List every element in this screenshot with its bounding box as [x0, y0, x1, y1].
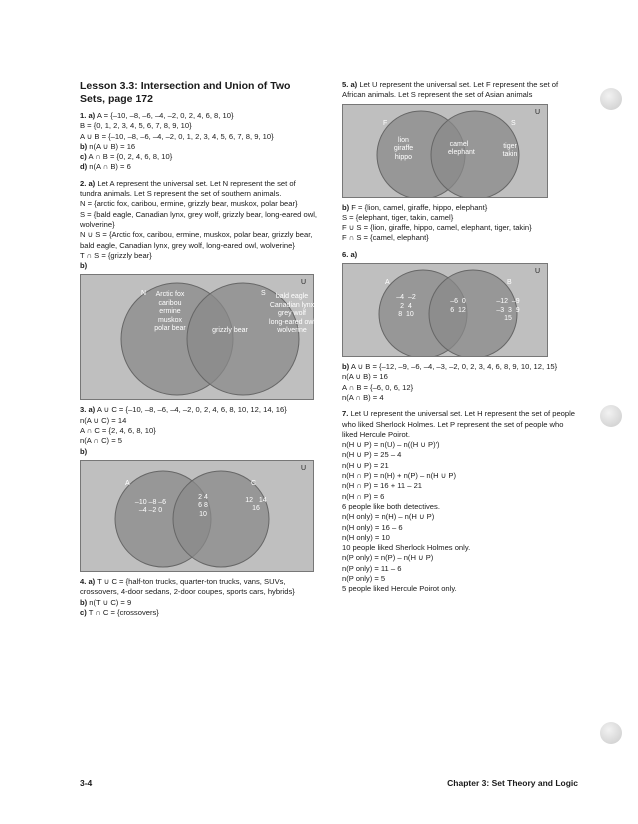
text-line: [342, 409, 577, 440]
item-label: 4. a): [80, 576, 96, 586]
text-line: [342, 383, 577, 393]
text-line: [342, 450, 577, 460]
right-column: [342, 80, 577, 595]
item-text: 10 people liked Sherlock Holmes only.: [342, 543, 471, 553]
text-line: [80, 416, 318, 426]
venn-left-only-region: –4 –2 2 4 8 10: [396, 294, 416, 319]
item-text: N = {arctic fox, caribou, ermine, grizzly bear, muskox, polar bear}: [80, 199, 298, 209]
binder-hole-bottom: [600, 722, 622, 744]
venn-diagram-v3: [80, 460, 314, 572]
item-label: b): [342, 202, 350, 212]
item-text: T ∪ C = {half-ton trucks, quarter-ton trucks, vans, SUVs, crossovers, 4-door sedans, 2-door coupes, sports cars, hybrids}: [80, 576, 295, 597]
venn-universal-label: U: [301, 464, 307, 472]
item-text: n(P only) = n(P) – n(H ∪ P): [342, 553, 434, 563]
text-line: [80, 111, 318, 121]
item-text: n(A ∩ B) = 6: [87, 162, 131, 172]
page-number: 3-4: [80, 778, 93, 788]
venn-right-set-label: S: [261, 290, 266, 298]
item-text: n(H only) = n(H) – n(H ∪ P): [342, 512, 435, 522]
text-line: [342, 564, 577, 574]
venn-left-set-label: A: [125, 479, 130, 487]
text-line: [80, 447, 318, 457]
text-line: [80, 577, 318, 598]
venn-left-set-label: A: [385, 279, 390, 287]
item-label: b): [80, 446, 88, 456]
text-line: [80, 598, 318, 608]
item-label: 7.: [342, 409, 349, 419]
text-line: [80, 199, 318, 209]
venn-intersection-region: grizzly bear: [212, 327, 248, 335]
item-label: 3. a): [80, 405, 96, 415]
text-line: [342, 372, 577, 382]
lesson-heading: Lesson 3.3: Intersection and Union of Two Sets, page 172: [80, 80, 291, 105]
text-line: [342, 574, 577, 584]
item-text: n(H ∪ P) = 25 – 4: [342, 450, 402, 460]
item-text: F ∪ S = {lion, giraffe, hippo, camel, elephant, tiger, takin}: [342, 223, 532, 233]
binder-hole-top: [600, 88, 622, 110]
text-line: [80, 261, 318, 271]
text-line: [80, 405, 318, 415]
text-line: [80, 132, 318, 142]
text-line: [342, 393, 577, 403]
text-line: [342, 543, 577, 553]
venn-right-only-region: bald eagle Canadian lynx grey wolf long-eared owl wolverine: [269, 293, 315, 335]
text-line: [80, 162, 318, 172]
venn-universal-label: U: [535, 108, 541, 116]
venn-left-set-label: F: [383, 119, 388, 127]
binder-hole-middle: [600, 405, 622, 427]
item-text: n(H ∪ P) = 21: [342, 460, 389, 470]
item-text: A ∩ B = {–6, 0, 6, 12}: [342, 382, 414, 392]
item-text: N ∪ S = {Arctic fox, caribou, ermine, muskox, polar bear, grizzly bear, bald eagle, Canadian lynx, grey wolf, long-eared owl, wolverine}: [80, 230, 313, 250]
item-label: b): [80, 261, 88, 271]
venn-right-set-label: C: [251, 479, 257, 487]
venn-universal-label: U: [535, 268, 541, 276]
venn-diagram-v6: [342, 263, 548, 357]
text-line: [80, 608, 318, 618]
item-label: b): [80, 141, 88, 151]
text-line: [342, 233, 577, 243]
text-line: [80, 179, 318, 200]
venn-left-set-label: N: [141, 290, 147, 298]
text-line: [342, 533, 577, 543]
text-line: [342, 80, 577, 101]
item-text: n(A ∪ B) = 16: [87, 141, 136, 151]
item-label: b): [80, 597, 88, 607]
venn-left-only-region: lion giraffe hippo: [393, 136, 414, 161]
item-text: B = {0, 1, 2, 3, 4, 5, 6, 7, 8, 9, 10}: [80, 121, 192, 131]
text-line: [342, 584, 577, 594]
item-text: 6 people like both detectives.: [342, 501, 440, 511]
text-line: [80, 152, 318, 162]
item-text: n(A ∩ B) = 4: [342, 392, 384, 402]
text-line: [342, 362, 577, 372]
text-line: [80, 251, 318, 261]
item-text: A = {–10, –8, –6, –4, –2, 0, 2, 4, 6, 8, 10}: [95, 111, 234, 120]
item-text: S = {elephant, tiger, takin, camel}: [342, 212, 454, 222]
item-text: 5 people liked Hercule Poirot only.: [342, 584, 457, 594]
item-text: n(A ∪ B) = 16: [342, 372, 388, 382]
item-text: A ∩ C = {2, 4, 6, 8, 10}: [80, 426, 156, 436]
item-text: n(H ∩ P) = n(H) + n(P) – n(H ∪ P): [342, 471, 456, 481]
item-label: 1. a): [80, 111, 96, 120]
item-text: A ∪ B = {–10, –8, –6, –4, –2, 0, 1, 2, 3, 4, 5, 6, 7, 8, 9, 10}: [80, 131, 274, 141]
item-label: 2. a): [80, 178, 96, 188]
text-line: [80, 230, 318, 251]
text-line: [342, 471, 577, 481]
text-line: [80, 436, 318, 446]
item-label: c): [80, 607, 87, 617]
item-text: n(H only) = 10: [342, 532, 390, 542]
venn-diagram-v5: [342, 104, 548, 198]
text-line: [80, 142, 318, 152]
venn-diagram-v2: [80, 274, 314, 400]
venn-right-only-region: –12 –9 –3 3 9 15: [496, 298, 520, 323]
item-label: 5. a): [342, 80, 358, 89]
item-text: Let U represent the universal set. Let F represent the set of African animals. Let S represent the set of Asian animals: [342, 80, 559, 100]
item-text: T ∩ C = {crossovers}: [86, 607, 159, 617]
text-line: [342, 213, 577, 223]
item-text: A ∩ B = {0, 2, 4, 6, 8, 10}: [86, 152, 173, 162]
item-label: c): [80, 152, 87, 162]
text-line: [342, 553, 577, 563]
text-line: [342, 492, 577, 502]
item-text: Let A represent the universal set. Let N represent the set of tundra animals. Let S represent the set of southern animals.: [80, 178, 296, 199]
text-line: [342, 523, 577, 533]
venn-left-only-region: Arctic fox caribou ermine muskox polar bear: [154, 291, 186, 333]
item-text: A ∪ C = {–10, –8, –6, –4, –2, 0, 2, 4, 6, 8, 10, 12, 14, 16}: [95, 405, 287, 415]
item-text: F = {lion, camel, giraffe, hippo, elephant}: [349, 202, 488, 212]
text-line: [342, 512, 577, 522]
item-text: F ∩ S = {camel, elephant}: [342, 233, 429, 243]
item-text: n(H ∪ P) = n(U) – n((H ∪ P)′): [342, 440, 440, 450]
item-text: S = {bald eagle, Canadian lynx, grey wolf, grizzly bear, long-eared owl, wolverine}: [80, 209, 318, 229]
venn-intersection-region: camel elephant: [448, 140, 475, 157]
item-text: n(H ∩ P) = 16 + 11 – 21: [342, 481, 423, 491]
venn-right-only-region: 12 14 16: [245, 496, 267, 513]
chapter-title: Chapter 3: Set Theory and Logic: [447, 778, 578, 788]
item-label: 6. a): [342, 249, 358, 259]
text-line: [342, 502, 577, 512]
text-line: [342, 203, 577, 213]
text-line: [80, 426, 318, 436]
text-line: [342, 440, 577, 450]
text-line: [342, 223, 577, 233]
item-text: n(H ∩ P) = 6: [342, 491, 385, 501]
venn-intersection-region: –6 0 6 12: [450, 298, 466, 314]
text-line: [342, 250, 577, 260]
venn-intersection-region: 2 4 6 8 10: [198, 493, 208, 518]
item-text: A ∪ B = {–12, –9, –6, –4, –3, –2, 0, 2, 3, 4, 6, 8, 9, 10, 12, 15}: [349, 362, 558, 372]
text-line: [80, 210, 318, 231]
item-text: n(H only) = 16 – 6: [342, 522, 403, 532]
item-text: n(T ∪ C) = 9: [87, 597, 132, 607]
text-line: [342, 461, 577, 471]
item-text: Let U represent the universal set. Let H represent the set of people who liked Sherlock Holmes. Let P represent the set of people who liked Hercule Poirot.: [342, 409, 576, 439]
left-column: [80, 80, 318, 618]
item-text: n(P only) = 11 – 6: [342, 563, 402, 573]
item-text: T ∩ S = {grizzly bear}: [80, 250, 152, 260]
item-label: b): [342, 362, 350, 372]
item-text: n(A ∪ C) = 14: [80, 415, 127, 425]
venn-universal-label: U: [301, 279, 307, 287]
venn-right-set-label: B: [507, 279, 512, 287]
text-line: [342, 481, 577, 491]
venn-left-only-region: –10 –8 –6 –4 –2 0: [134, 498, 167, 515]
item-label: d): [80, 162, 88, 172]
item-text: n(A ∩ C) = 5: [80, 436, 122, 446]
venn-right-only-region: tiger takin: [502, 142, 518, 159]
item-text: n(P only) = 5: [342, 574, 386, 584]
venn-right-set-label: S: [511, 119, 516, 127]
text-line: [80, 121, 318, 131]
